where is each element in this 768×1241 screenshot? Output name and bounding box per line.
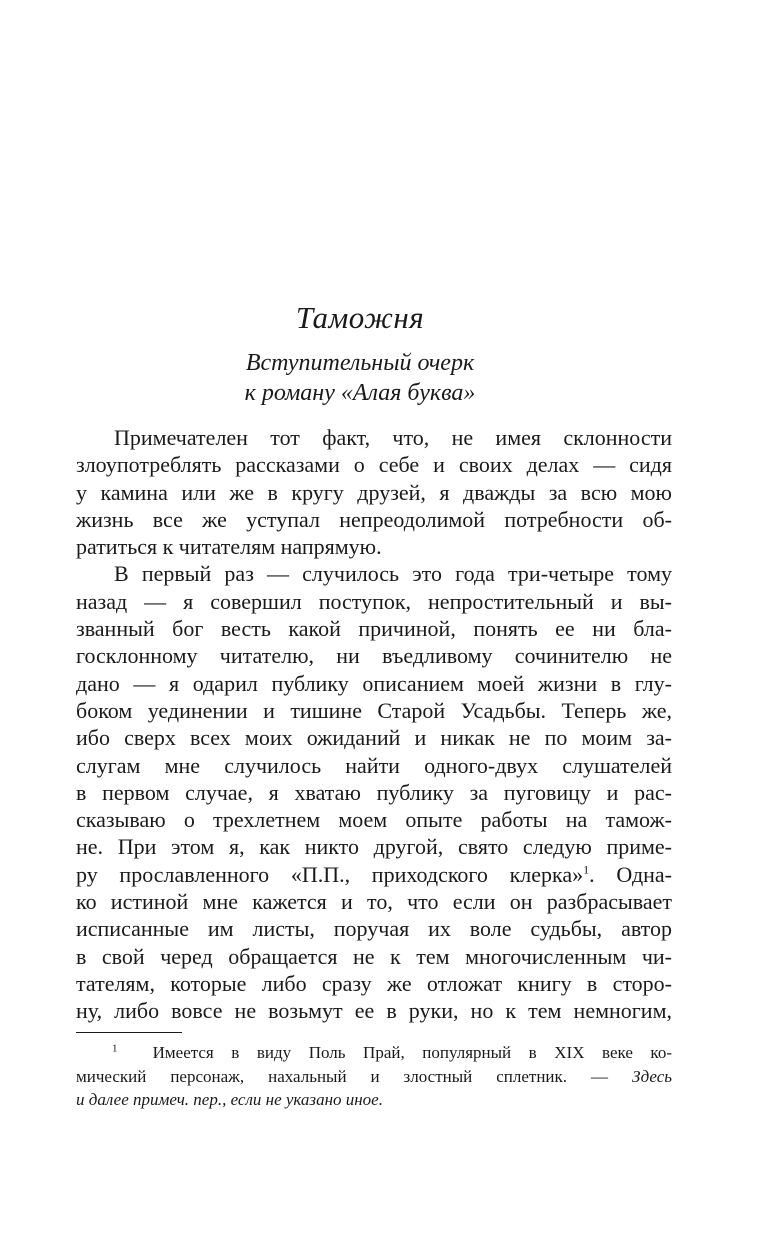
- footnote: [76, 1041, 672, 1112]
- text-line: не. При этом я, как никто другой, свято следую приме-: [76, 834, 672, 860]
- text-line: В первый раз — случилось это года три-четыре тому: [114, 561, 672, 587]
- chapter-subtitle: [0, 348, 720, 408]
- text-line: [76, 861, 672, 888]
- text-line: Примечателен тот факт, что, не имея склонности: [114, 425, 672, 450]
- footnote-marker: 1: [112, 1042, 118, 1055]
- text-line: госклонному читателю, ни въедливому сочинителю не: [76, 643, 672, 669]
- text-line: званный бог весть какой причиной, понять ее ни бла-: [76, 616, 672, 642]
- footnote-reference[interactable]: 1: [583, 862, 590, 877]
- subtitle-line: Вступительный очерк: [245, 350, 475, 376]
- text-line: исписанные им листы, поручая их воле судьбы, автор: [76, 916, 672, 942]
- text-line: ко истиной мне кажется и то, что если он разбрасывает: [76, 889, 672, 915]
- text-line: ну, либо вовсе не возьмут ее в руки, но к тем немногим,: [76, 998, 672, 1024]
- text-line: у камина или же в кругу друзей, я дважды за всю мою: [76, 479, 672, 505]
- text-line: в первом случае, я хватаю публику за пуговицу и рас-: [76, 779, 672, 805]
- text-line: ратиться к читателям напрямую.: [76, 534, 382, 560]
- text-line: тателям, которые либо сразу же отложат книгу в сторо-: [76, 970, 672, 996]
- text-segment: . Одна-: [589, 861, 673, 887]
- footnote-line: [76, 1088, 672, 1112]
- footnote-text: мический персонаж, нахальный и злостный сплетник. —: [76, 1066, 632, 1086]
- footnote-line: [76, 1065, 672, 1089]
- text-line: дано — я одарил публику описанием моей жизни в глу-: [76, 670, 672, 696]
- text-line: сказываю о трехлетнем моем опыте работы на тамож-: [76, 807, 672, 833]
- footnote-note-italic: и далее примеч. пер., если не указано иное.: [76, 1090, 383, 1109]
- text-line: в свой черед обращается не к тем многочисленным чи-: [76, 943, 672, 969]
- footnote-note-italic: Здесь: [631, 1066, 672, 1086]
- chapter-title: Таможня: [295, 300, 425, 335]
- footnote-text: Имеется в виду Поль Прай, популярный в XIX веке ко-: [152, 1043, 672, 1062]
- text-line: слугам мне случилось найти одного-двух слушателей: [76, 752, 672, 778]
- subtitle-line: к роману «Алая буква»: [244, 380, 476, 406]
- text-segment: ру прославленного «П.П., приходского клерка»: [76, 861, 584, 887]
- text-line: ибо сверх всех моих ожиданий и никак не по моим за-: [76, 725, 672, 751]
- main-text: [76, 424, 672, 1025]
- footnote-divider: [76, 1032, 182, 1033]
- text-line: назад — я совершил поступок, непростительный и вы-: [76, 588, 672, 614]
- text-line: жизнь все же уступал непреодолимой потребности об-: [76, 506, 672, 532]
- text-line: злоупотреблять рассказами о себе и своих делах — сидя: [76, 452, 672, 478]
- text-line: боком уединении и тишине Старой Усадьбы. Теперь же,: [76, 697, 672, 723]
- footnote-line: [76, 1041, 672, 1065]
